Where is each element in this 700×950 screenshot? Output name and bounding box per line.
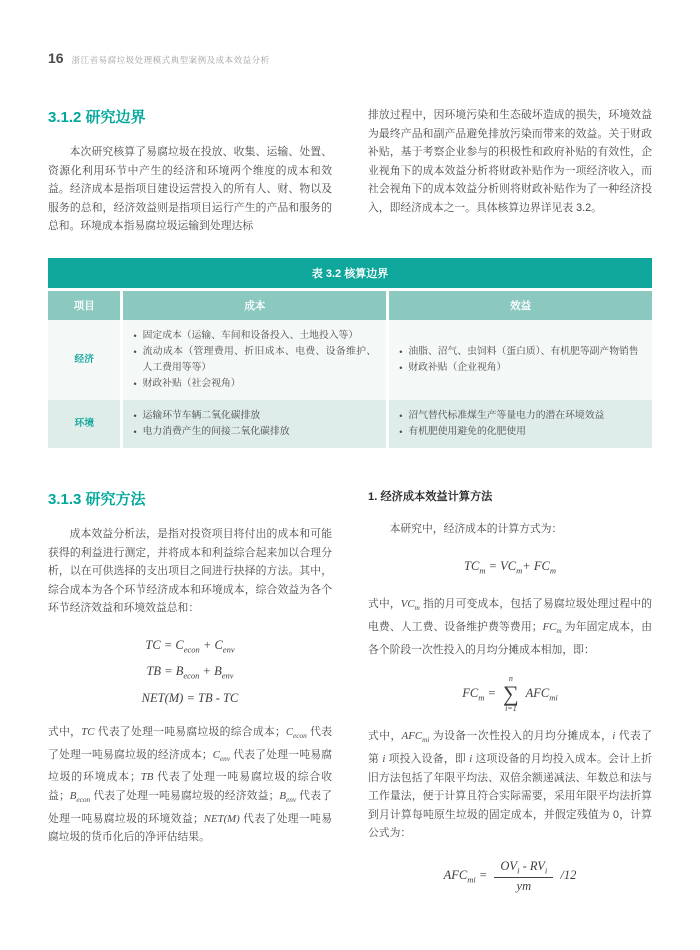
- page-number: 16: [48, 50, 64, 66]
- formula-total-cost: TC = $C_{econ} + C_{env}$: [145, 637, 235, 655]
- sum-lower-limit: i=1: [505, 704, 517, 714]
- economic-benefit-cell: [386, 320, 652, 400]
- formula-depreciation: $AFC_{mi}$ = $\frac{OV_i - RV_i}{ym}$ /12: [443, 858, 577, 893]
- bullet-item: [133, 376, 376, 392]
- depreciation-explanation: 式中，$AFC_{mi}$ 为设备一次性投入的月均分摊成本，i 代表了第 i 项投入设备，即 i 这项设备的月均投入成本。会计上折旧方法包括了年限平均法、双倍余额递减法、年数总和法与工作量法，便于计算且符合实际需要，采用年限平均法折算到月计算每吨原生垃圾的固定成本，并假定残值为 0，计算公式为：: [368, 730, 653, 840]
- sigma-block: [503, 675, 519, 713]
- table-row-economic: [48, 320, 652, 400]
- bullet-text: 流动成本（管理费用、折旧成本、电费、设备维护、人工费用等等）: [142, 345, 377, 373]
- bullet-icon: •: [399, 426, 403, 437]
- sum-lhs: FC: [462, 686, 479, 701]
- table-title: 表 3.2 核算边界: [48, 258, 652, 288]
- formula-total-benefit: TB = $B_{econ} + B_{env}$: [146, 664, 234, 681]
- bullet-icon: •: [399, 362, 403, 373]
- section-research-method: [48, 488, 652, 908]
- bullet-icon: •: [133, 378, 137, 389]
- running-title: 浙江省易腐垃圾处理模式典型案例及成本效益分析: [71, 55, 270, 65]
- fraction: [494, 859, 553, 894]
- bullet-item: [133, 424, 376, 440]
- bullet-item: [133, 408, 376, 424]
- divide-by-twelve: /12: [560, 868, 577, 883]
- bullet-item: [399, 360, 642, 376]
- bullet-text: 固定成本（运输、车间和设备投入、土地投入等）: [142, 329, 359, 341]
- equals-sign: =: [478, 868, 488, 883]
- boundary-paragraph-left: 本次研究核算了易腐垃圾在投放、收集、运输、处置、资源化利用环节中产生的经济和环境两个维度的成本和效益。经济成本是指项目建设运营投入的所有人、财、物以及服务的总和，经济效益则是指项目运行产生的产品和服务的总和。环境成本指易腐垃圾运输到处理达标: [48, 146, 332, 233]
- bullet-icon: •: [133, 426, 137, 437]
- bullet-text: 财政补贴（社会视角）: [142, 377, 241, 389]
- column-header-item: 项目: [48, 291, 120, 320]
- economic-method-lead: 本研究中，经济成本的计算方式为：: [389, 522, 563, 535]
- afc-lhs: AFC: [443, 868, 468, 883]
- formula-net-result: NET(M) = TB - TC: [141, 690, 239, 705]
- method-column-left: [48, 488, 332, 908]
- table-header-row: [48, 291, 652, 320]
- economic-cost-cell: [120, 320, 386, 400]
- formula-fixed-cost-sum: $FC_m$ = n ∑ i=1 $AFC_{mi}$: [462, 674, 558, 714]
- fraction-denominator: ym: [516, 878, 532, 893]
- method-column-right: [368, 488, 652, 908]
- method-intro-paragraph: 成本效益分析法，是指对投资项目将付出的成本和可能获得的利益进行测定，并将成本和利益综合起来加以合理分析，以在可供选择的支出项目之间进行抉择的方法。其中，综合成本为各个环节经济成本和环境成本，综合效益为各个环节经济效益和环境效益总和：: [48, 527, 332, 615]
- overall-formula-block: [48, 634, 332, 709]
- bullet-icon: •: [133, 346, 137, 357]
- sum-rhs: AFC: [525, 686, 550, 701]
- bullet-icon: •: [133, 330, 137, 341]
- bullet-item: [133, 344, 376, 376]
- table-row-environment: [48, 400, 652, 448]
- bullet-icon: •: [399, 346, 403, 357]
- bullet-text: 运输环节车辆二氧化碳排放: [142, 409, 261, 421]
- column-header-cost: 成本: [120, 291, 386, 320]
- boundary-column-left: [48, 106, 332, 236]
- section-heading-313: 3.1.3 研究方法: [48, 490, 146, 508]
- table-grid: [48, 291, 652, 448]
- sigma-icon: ∑: [503, 681, 519, 707]
- bullet-text: 财政补贴（企业视角）: [408, 361, 507, 373]
- section-heading-312: 3.1.2 研究边界: [48, 109, 146, 126]
- environment-benefit-cell: [386, 400, 652, 448]
- boundary-paragraph-right: 排放过程中，因环境污染和生态破坏造成的损失，环境效益为最终产品和副产品避免排放污染而带来的效益。关于财政补贴，基于考察企业参与的积极性和政府补贴的有效性，企业视角下的成本效益分析将财政补贴作为一项经济收入，而社会视角下的成本效益分析则将财政补贴作为了一种经济投入，即经济成本之一。具体核算边界详见表 3.2。: [368, 109, 652, 214]
- column-header-benefit: 效益: [386, 291, 652, 320]
- bullet-icon: •: [399, 410, 403, 421]
- boundary-column-right: [368, 106, 652, 236]
- bullet-icon: •: [133, 410, 137, 421]
- method-symbol-explanation: 式中，TC 代表了处理一吨易腐垃圾的综合成本；$C_{econ}$ 代表了处理一吨易腐垃圾的经济成本；$C_{env}$ 代表了处理一吨易腐垃圾的环境成本；TB 代表了处理一吨易腐垃圾的综合收益；$B_{econ}$ 代表了处理一吨易腐垃圾的经济效益；$B_{env}$ 代表了处理一吨易腐垃圾的环境效益；NET(M) 代表了处理一吨易腐垃圾的货币化后的净评估结果。: [48, 725, 333, 844]
- fraction-numerator: $OV_i - RV_i$: [494, 859, 553, 878]
- section-research-boundary: [48, 106, 652, 236]
- bullet-text: 电力消费产生的间接二氧化碳排放: [142, 425, 290, 437]
- bullet-item: [133, 328, 376, 344]
- row-label-economic: 经济: [48, 320, 120, 400]
- sum-upper-limit: n: [508, 674, 513, 684]
- bullet-item: [399, 424, 642, 440]
- bullet-item: [399, 408, 642, 424]
- bullet-text: 油脂、沼气、虫饲料（蛋白质）、有机肥等副产物销售: [408, 345, 639, 357]
- variable-cost-explanation: 式中，$VC_m$ 指的月可变成本，包括了易腐垃圾处理过程中的电费、人工费、设备维护费等费用；$FC_m$ 为年固定成本，由各个阶段一次性投入的月均分摊成本相加，即：: [368, 598, 653, 656]
- equals-sign: =: [487, 686, 496, 701]
- sub-heading-economic-method: 1. 经济成本效益计算方法: [368, 490, 493, 503]
- bullet-item: [399, 344, 642, 360]
- row-label-environment: 环境: [48, 400, 120, 448]
- accounting-boundary-table: [48, 258, 652, 448]
- page-header: [48, 50, 652, 66]
- formula-monthly-total-cost: $TC_m = VC_m+ FC_m$: [464, 558, 556, 576]
- bullet-text: 有机肥使用避免的化肥使用: [408, 425, 526, 437]
- bullet-text: 沼气替代标准煤生产等量电力的潜在环境效益: [408, 409, 605, 421]
- environment-cost-cell: [120, 400, 386, 448]
